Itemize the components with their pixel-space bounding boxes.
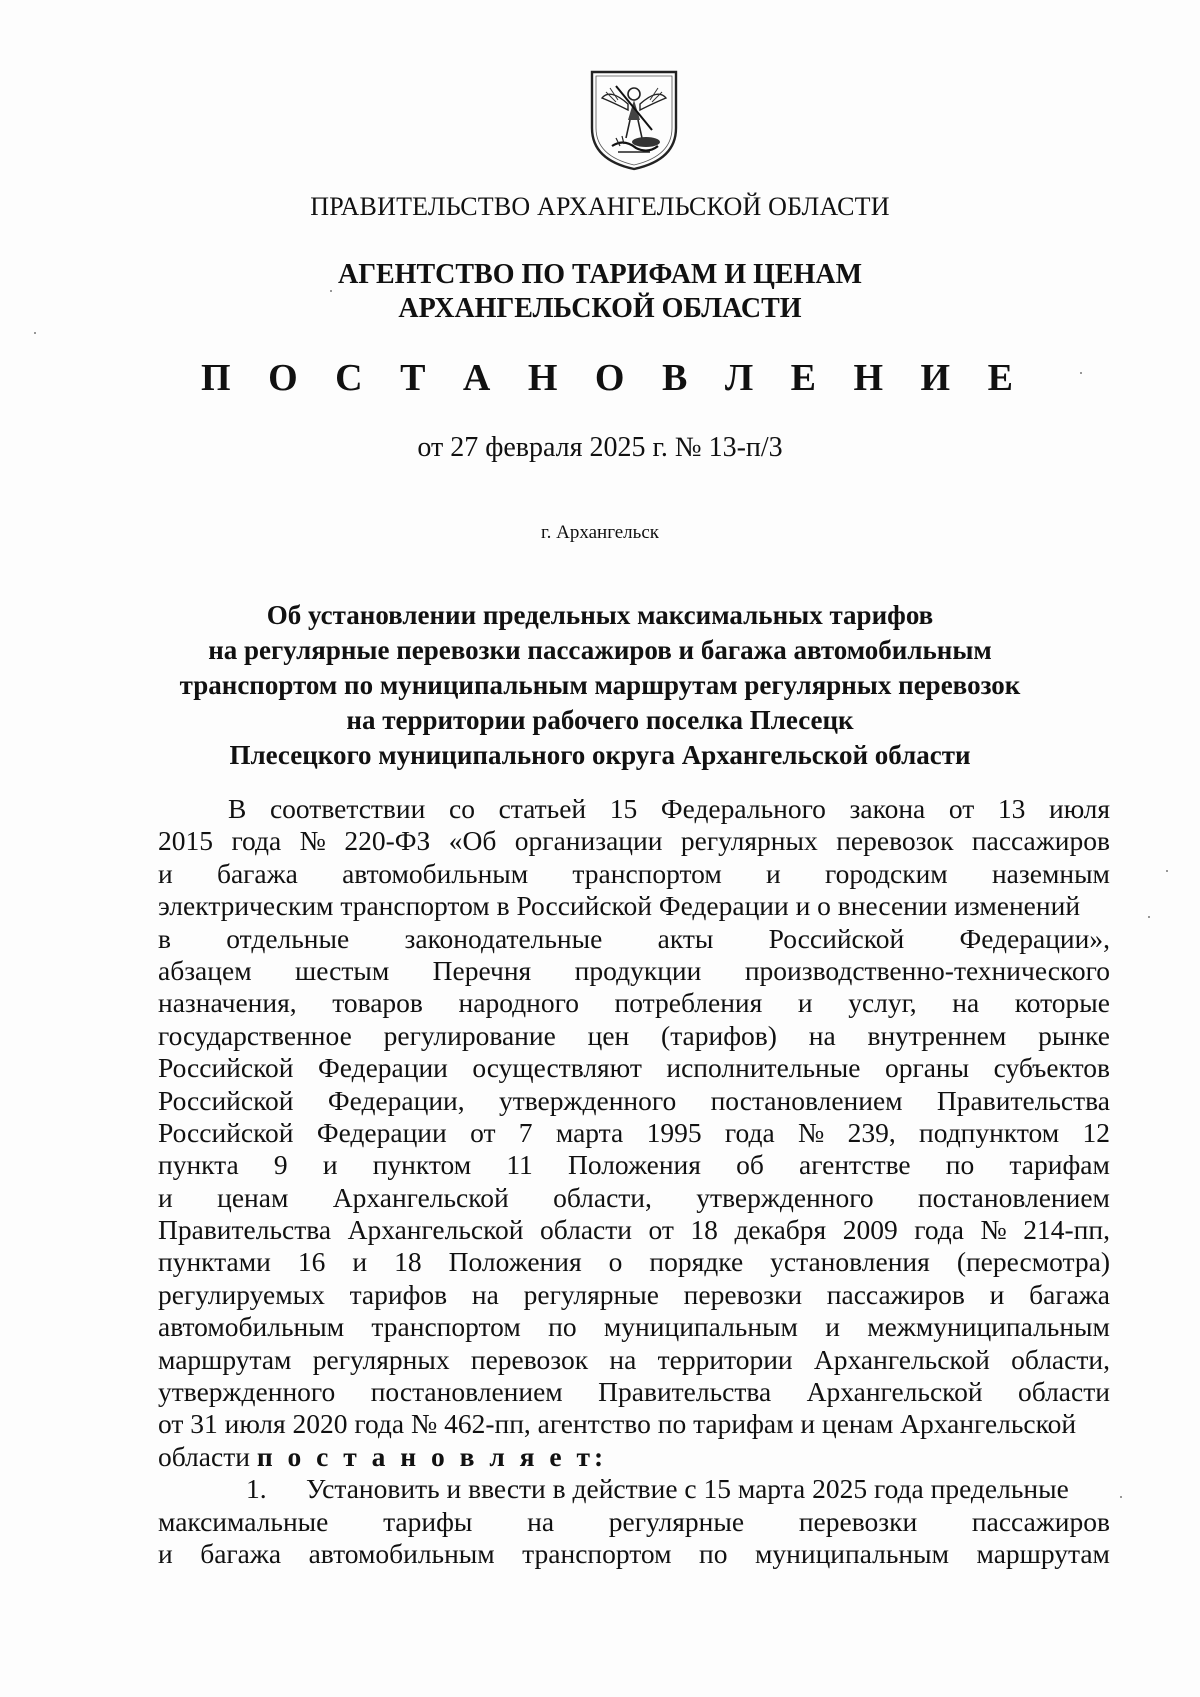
body-word: законодательные (404, 922, 603, 954)
body-word: и (158, 1181, 173, 1213)
body-word: от (470, 1116, 496, 1148)
body-word: 220-ФЗ (344, 825, 431, 857)
body-line (158, 858, 1110, 890)
body-word: Российской (768, 922, 905, 954)
body-line (158, 1149, 1110, 1181)
body-word: Архангельской (813, 1343, 990, 1375)
item-1-number: 1. (246, 1473, 267, 1505)
document-title-line-3: транспортом по муниципальным маршрутам регулярных перевозок (179, 670, 1021, 700)
body-word: багажа (216, 857, 298, 889)
body-line-text: от 31 июля 2020 года № 462-пп, агентство по тарифам и ценам Архангельской (158, 1408, 1077, 1440)
body-word: Федерального (660, 793, 826, 824)
body-word: автомобильным (158, 1311, 345, 1343)
government-name: ПРАВИТЕЛЬСТВО АРХАНГЕЛЬСКОЙ ОБЛАСТИ (310, 192, 890, 221)
body-word: регулярных (680, 825, 818, 857)
body-word: тарифы (383, 1505, 473, 1537)
body-word: перевозки (798, 1505, 918, 1537)
body-word: области, (553, 1181, 652, 1213)
body-line (158, 1311, 1110, 1343)
body-word: муниципальным (754, 1537, 950, 1569)
body-word: Правительства (598, 1376, 772, 1408)
body-line (158, 987, 1110, 1019)
body-line (158, 1052, 1110, 1084)
body-word: и (825, 1311, 840, 1343)
body-word: Российской (158, 1116, 294, 1148)
body-word: декабря (734, 1214, 827, 1246)
body-word: 13 (997, 793, 1026, 824)
agency-name-line-2: АРХАНГЕЛЬСКОЙ ОБЛАСТИ (398, 293, 802, 324)
body-line (158, 1506, 1110, 1538)
body-word: органы (884, 1052, 970, 1084)
city-name: г. Архангельск (540, 522, 659, 543)
body-word: утвержденного (498, 1084, 677, 1116)
body-word: № (797, 1116, 825, 1148)
body-word: утвержденного (158, 1376, 336, 1408)
body-word: шестым (295, 954, 390, 986)
body-word: об (736, 1149, 764, 1181)
body-word: области (1018, 1376, 1110, 1408)
body-word: установления (770, 1246, 930, 1278)
body-line (158, 1538, 1110, 1570)
body-word: постановлением (710, 1084, 903, 1116)
body-word: «Об (448, 825, 497, 857)
body-word: подпунктом (919, 1116, 1060, 1148)
body-word: на (471, 1278, 499, 1310)
body-word: 1995 (646, 1116, 702, 1148)
body-word: муниципальным (603, 1311, 798, 1343)
body-word: Архангельской (806, 1376, 983, 1408)
item-1-first-line (158, 1473, 1110, 1505)
body-word: года (914, 1214, 964, 1246)
document-type-heading: П О С Т А Н О В Л Е Н И Е (201, 357, 1027, 399)
body-word: соответствии (269, 793, 426, 824)
body-line (158, 1408, 1110, 1440)
body-word: городским (824, 857, 948, 889)
body-word: внутреннем (867, 1019, 1007, 1051)
body-word: № (980, 1214, 1007, 1246)
body-word: на (609, 1343, 637, 1375)
body-word: продукции (574, 954, 702, 986)
body-word: Перечня (432, 954, 532, 986)
body-line (158, 1182, 1110, 1214)
body-word: максимальные (158, 1505, 329, 1537)
body-word: тарифам (1009, 1149, 1110, 1181)
document-body (158, 793, 1110, 1570)
body-word: утвержденного (696, 1181, 874, 1213)
body-word: территории (657, 1343, 793, 1375)
body-word: 15 (609, 793, 638, 824)
body-word: тарифов (349, 1278, 448, 1310)
resolution-prefix: области (158, 1440, 250, 1472)
body-word: (пересмотра) (956, 1246, 1110, 1278)
body-word: (тарифов) (661, 1019, 777, 1051)
scan-speck (34, 332, 36, 334)
body-word: назначения, (158, 987, 297, 1019)
body-word: автомобильным (342, 857, 529, 889)
resolution-line (158, 1441, 1110, 1473)
body-line (158, 1279, 1110, 1311)
body-line (158, 1376, 1110, 1408)
body-word: производственно-технического (744, 954, 1110, 986)
body-word: от (648, 1214, 674, 1246)
date-and-number: от 27 февраля 2025 г. № 13-п/3 (417, 432, 783, 463)
body-word: по (699, 1537, 728, 1569)
body-word: и (322, 1149, 338, 1181)
body-word: народного (458, 987, 579, 1019)
body-word: перевозок (470, 1343, 589, 1375)
body-word: маршрутам (976, 1537, 1110, 1569)
body-word: постановлением (370, 1376, 563, 1408)
body-line-text: электрическим транспортом в Российской Федерации и о внесении изменений (158, 890, 1081, 922)
body-word: со (448, 793, 475, 824)
body-word: пассажиров (971, 1505, 1110, 1537)
body-word: автомобильным (308, 1537, 495, 1569)
body-word: 16 (297, 1246, 326, 1278)
body-word: наземным (991, 857, 1110, 889)
body-line (158, 890, 1110, 922)
body-word: Архангельской (332, 1181, 509, 1213)
body-word: и (989, 1278, 1005, 1310)
body-line (158, 923, 1110, 955)
agency-name-line-1: АГЕНТСТВО ПО ТАРИФАМ И ЦЕНАМ (337, 259, 863, 290)
body-word: июля (1049, 793, 1110, 824)
document-title-line-1: Об установлении предельных максимальных тарифов (266, 600, 934, 630)
body-word: Федерации (316, 1116, 447, 1148)
body-word: 9 (273, 1149, 288, 1181)
body-word: порядке (649, 1246, 744, 1278)
body-line (158, 1246, 1110, 1278)
body-word: регулируемых (158, 1278, 325, 1310)
body-word: и (797, 987, 813, 1019)
document-title-line-2: на регулярные перевозки пассажиров и багажа автомобильным (208, 635, 992, 665)
body-word: отдельные (226, 922, 350, 954)
body-word: и (352, 1246, 368, 1278)
body-word: 12 (1082, 1116, 1110, 1148)
scan-speck (1166, 870, 1168, 872)
body-word: 11 (506, 1149, 533, 1181)
body-word: закона (849, 793, 926, 824)
body-word: пункта (158, 1149, 239, 1181)
body-word: Российской (158, 1052, 294, 1084)
body-word: государственное (158, 1019, 352, 1051)
body-word: транспортом (522, 1537, 672, 1569)
body-word: постановлением (917, 1181, 1110, 1213)
body-word: В (228, 793, 247, 824)
body-line (158, 1344, 1110, 1376)
body-line (158, 1214, 1110, 1246)
body-word: 18 (690, 1214, 718, 1246)
body-word: пассажиров (826, 1278, 965, 1310)
body-word: товаров (332, 987, 423, 1019)
coat-of-arms-emblem (588, 68, 680, 172)
body-line (158, 955, 1110, 987)
body-word: агентстве (798, 1149, 911, 1181)
body-word: 2009 (842, 1214, 898, 1246)
item-1-text: Установить и ввести в действие с 15 марта 2025 года предельные (306, 1473, 1069, 1505)
body-word: Федерации, (327, 1084, 465, 1116)
body-line (158, 793, 1110, 825)
document-title-line-5: Плесецкого муниципального округа Архангельской области (229, 740, 971, 770)
scan-speck (1080, 372, 1082, 374)
body-word: 214-пп, (1023, 1214, 1110, 1246)
body-word: транспортом (572, 857, 722, 889)
body-word: регулярные (523, 1278, 659, 1310)
body-word: о (608, 1246, 623, 1278)
document-title-line-4: на территории рабочего поселка Плесецк (346, 705, 854, 735)
body-word: статьей (498, 793, 587, 824)
body-word: перевозок (836, 825, 954, 857)
body-word: года (724, 1116, 775, 1148)
body-word: ценам (217, 1181, 289, 1213)
body-word: рынке (1038, 1019, 1110, 1051)
body-word: багажа (200, 1537, 282, 1569)
body-word: Правительства (158, 1214, 332, 1246)
body-word: услуг, (848, 987, 917, 1019)
body-word: осуществляют (472, 1052, 642, 1084)
body-word: Федерации (318, 1052, 448, 1084)
body-word: организации (514, 825, 663, 857)
body-line (158, 1085, 1110, 1117)
body-word: цен (587, 1019, 630, 1051)
body-word: Российской (158, 1084, 294, 1116)
resolves-keyword: п о с т а н о в л я е т: (256, 1440, 608, 1472)
body-line (158, 825, 1110, 857)
body-word: на (527, 1505, 555, 1537)
body-word: и (766, 857, 781, 889)
body-word: маршрутам (158, 1343, 292, 1375)
body-word: года (231, 825, 282, 857)
body-word: по (945, 1149, 975, 1181)
body-word: пассажиров (971, 825, 1110, 857)
body-word: области (540, 1214, 632, 1246)
body-word: и (158, 857, 173, 889)
body-word: 239, (847, 1116, 896, 1148)
body-word: пунктами (158, 1246, 271, 1278)
body-word: регулярные (608, 1505, 745, 1537)
body-word: которые (1014, 987, 1110, 1019)
body-word: Правительства (936, 1084, 1110, 1116)
body-word: межмуниципальным (867, 1311, 1110, 1343)
body-word: потребления (614, 987, 763, 1019)
body-word: на (952, 987, 980, 1019)
body-word: и (158, 1537, 173, 1569)
body-word: акты (657, 922, 714, 954)
body-word: 18 (394, 1246, 422, 1278)
body-word: области, (1011, 1343, 1110, 1375)
scan-speck (1120, 1496, 1122, 1498)
body-word: регулирование (383, 1019, 556, 1051)
body-word: абзацем (158, 954, 252, 986)
body-word: Федерации», (959, 922, 1110, 954)
body-word: по (548, 1311, 577, 1343)
body-word: исполнительные (666, 1052, 861, 1084)
body-word: от (948, 793, 975, 824)
body-word: багажа (1029, 1278, 1110, 1310)
body-word: Положения (567, 1149, 701, 1181)
body-word: транспортом (371, 1311, 521, 1343)
body-word: регулярных (312, 1343, 450, 1375)
body-word: на (808, 1019, 836, 1051)
body-word: в (158, 922, 171, 954)
scan-speck (1148, 916, 1150, 918)
body-word: перевозки (683, 1278, 803, 1310)
scan-speck (330, 290, 332, 292)
body-word: субъектов (993, 1052, 1110, 1084)
body-word: Положения (448, 1246, 582, 1278)
body-word: 2015 (158, 825, 213, 857)
body-word: Архангельской (347, 1214, 524, 1246)
body-line (158, 1020, 1110, 1052)
body-word: 7 (518, 1116, 533, 1148)
body-word: марта (555, 1116, 624, 1148)
body-line (158, 1117, 1110, 1149)
body-word: № (299, 825, 326, 857)
body-word: пунктом (372, 1149, 472, 1181)
